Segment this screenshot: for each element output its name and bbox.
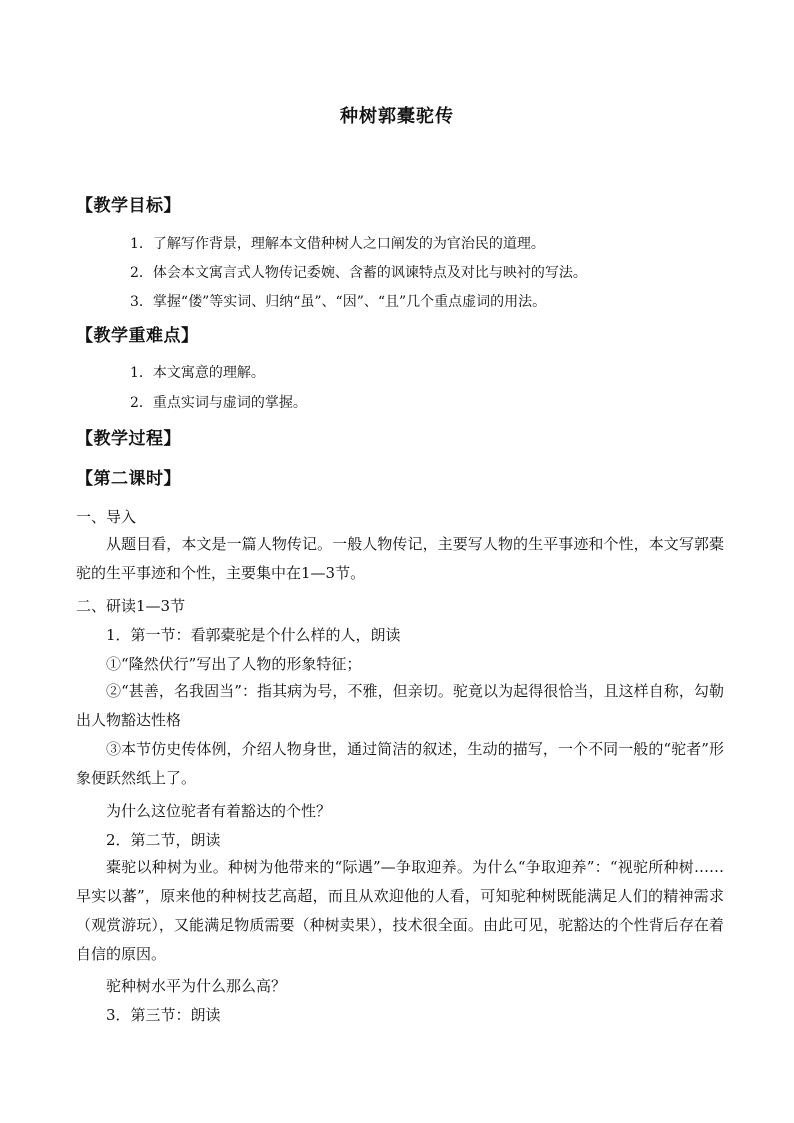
section1-point2: ②“甚善，名我固当”：指其病为号，不雅，但亲切。驼竟以为起得很恰当，且这样自称，勾勒出人物豁达性格 <box>76 682 724 729</box>
difficulty-item-1: 1．本文寓意的理解。 <box>130 365 265 381</box>
process-heading: 【教学过程】 <box>76 429 181 449</box>
intro-paragraph: 从题目看，本文是一篇人物传记。一般人物传记，主要写人物的生平事迹和个性，本文写郭橐驼的生平事迹和个性，主要集中在1—3节。 <box>76 535 724 582</box>
section3-title: 3．第三节：朗读 <box>106 1006 221 1024</box>
objective-item-2: 2．体会本文寓言式人物传记委婉、含蓄的讽谏特点及对比与映衬的写法。 <box>130 265 587 281</box>
difficulty-item-2: 2．重点实词与虚词的掌握。 <box>130 395 307 411</box>
page-title: 种树郭橐驼传 <box>340 106 454 127</box>
section1-title: 1．第一节：看郭橐驼是个什么样的人，朗读 <box>106 626 401 644</box>
study-heading: 二、研读1—3节 <box>76 597 186 615</box>
objective-item-1: 1．了解写作背景，理解本文借种树人之口阐发的为官治民的道理。 <box>130 236 545 252</box>
section1-point3: ③本节仿史传体例，介绍人物身世，通过简洁的叙述，生动的描写，一个不同一般的“驼者”形象便跃然纸上了。 <box>76 740 724 787</box>
objective-item-3: 3．掌握“偻”等实词、归纳“虽”、“因”、“且”几个重点虚词的用法。 <box>130 294 547 310</box>
section1-question: 为什么这位驼者有着豁达的个性？ <box>106 802 332 820</box>
section2-question: 驼种树水平为什么那么高？ <box>106 977 287 995</box>
section2-title: 2．第二节，朗读 <box>106 831 221 849</box>
objectives-heading: 【教学目标】 <box>76 196 181 216</box>
difficulties-heading: 【教学重难点】 <box>76 326 199 346</box>
section1-point1: ①“隆然伏行”写出了人物的形象特征； <box>106 655 362 673</box>
section2-paragraph: 橐驼以种树为业。种树为他带来的“际遇”—争取迎养。为什么“争取迎养”：“视驼所种树……早实以蕃”，原来他的种树技艺高超，而且从欢迎他的人看，可知驼种树既能满足人们的精神需求（观赏游玩），又能满足物质需要（种树卖果），技术很全面。由此可见，驼豁达的个性背后存在着自信的原因。 <box>76 858 724 963</box>
intro-heading: 一、导入 <box>76 508 137 526</box>
lesson-heading: 【第二课时】 <box>76 469 181 489</box>
